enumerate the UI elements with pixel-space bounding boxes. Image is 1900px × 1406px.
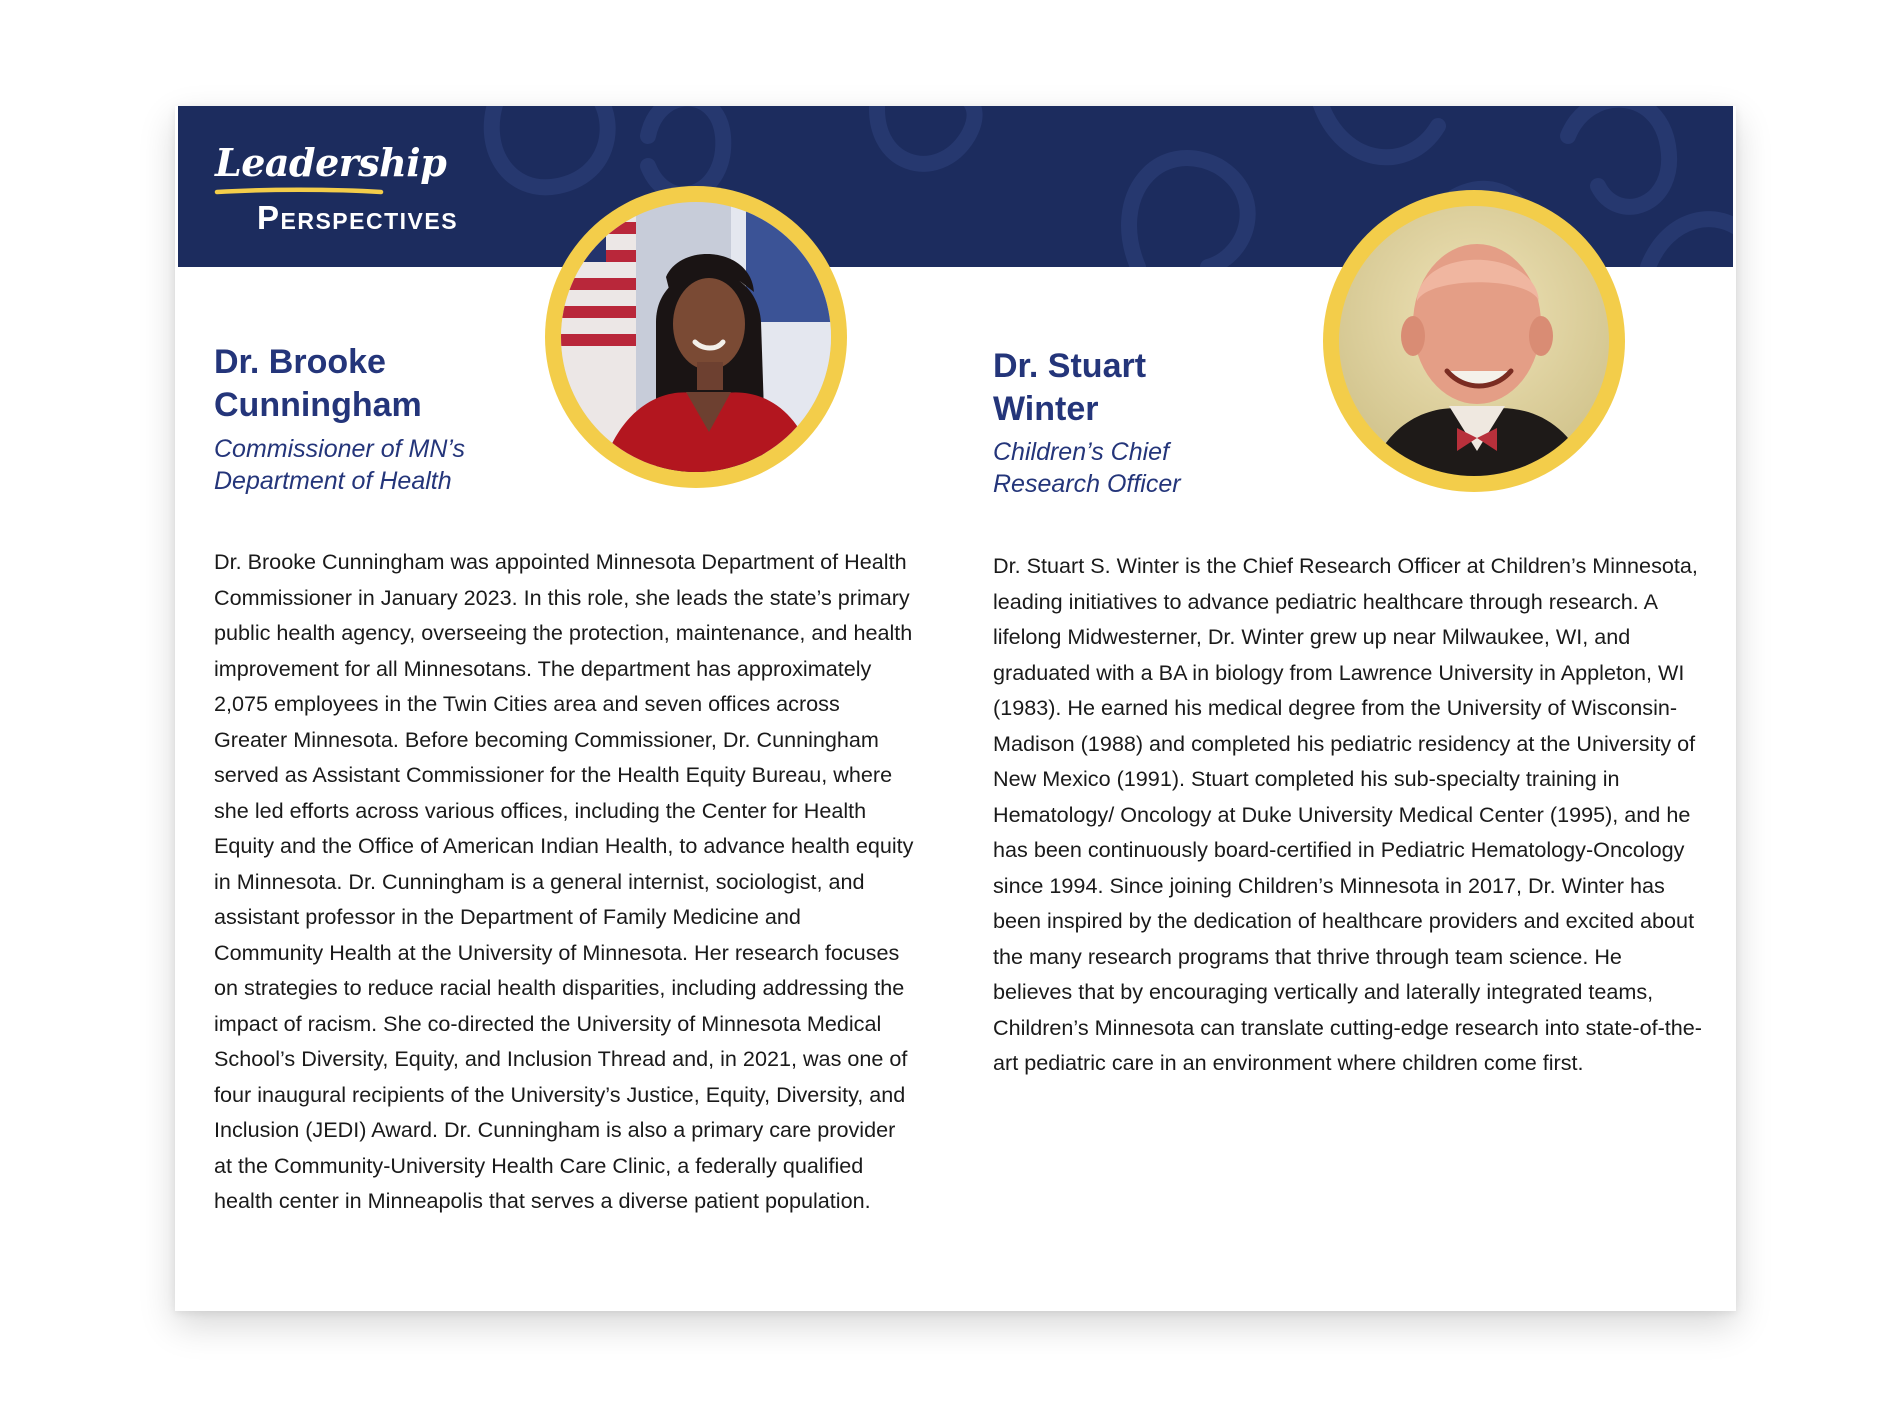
caps-title: Perspectives <box>257 199 459 236</box>
portrait-cunningham <box>545 186 847 488</box>
script-title: Leadership <box>215 140 447 185</box>
leadership-card <box>175 106 1736 1311</box>
profile-name-cunningham: Dr. Brooke Cunningham <box>214 343 422 424</box>
profile-name-winter: Dr. Stuart Winter <box>993 347 1147 428</box>
profile-title-cunningham: Commissioner of MN’s Department of Health <box>214 435 465 495</box>
profile-bio-winter: Dr. Stuart S. Winter is the Chief Research Officer at Children’s Minnesota, leading initiatives to advance pediatric healthcare through research. A lifelong Midwesterner, Dr. Winter grew up near Milwaukee, WI, and graduated with a BA in biology from Lawrence University in Appleton, WI (1983). He earned his medical degree from the University of Wisconsin-Madison (1988) and completed his pediatric residency at the University of New Mexico (1991). Stuart completed his sub-specialty training in Hematology/ Oncology at Duke University Medical Center (1995), and he has been continuously board-certified in Pediatric Hematology-Oncology since 1994. Since joining Children’s Minnesota in 2017, Dr. Winter has been inspired by the dedication of healthcare providers and excited about the many research programs that thrive through team science. He believes that by encouraging vertically and laterally integrated teams, Children’s Minnesota can translate cutting-edge research into state-of-the-art pediatric care in an environment where children come first. <box>993 553 1702 1075</box>
title-underline <box>214 186 384 196</box>
profile-title-winter: Children’s Chief Research Officer <box>993 438 1181 498</box>
photo-winter <box>1339 206 1609 476</box>
profile-bio-cunningham: Dr. Brooke Cunningham was appointed Minnesota Department of Health Commissioner in January 2023. In this role, she leads the state’s primary public health agency, overseeing the protection, maintenance, and health improvement for all Minnesotans. The department has approximately 2,075 employees in the Twin Cities area and seven offices across Greater Minnesota. Before becoming Commissioner, Dr. Cunningham served as Assistant Commissioner for the Health Equity Bureau, where she led efforts across various offices, including the Center for Health Equity and the Office of American Indian Health, to advance health equity in Minnesota. Dr. Cunningham is a general internist, sociologist, and assistant professor in the Department of Family Medicine and Community Health at the University of Minnesota. Her research focuses on strategies to reduce racial health disparities, including addressing the impact of racism. She co-directed the University of Minnesota Medical School’s Diversity, Equity, and Inclusion Thread and, in 2021, was one of four inaugural recipients of the University’s Justice, Equity, Diversity, and Inclusion (JEDI) Award. Dr. Cunningham is also a primary care provider at the Community-University Health Care Clinic, a federally qualified health center in Minneapolis that serves a diverse patient population. <box>214 549 914 1213</box>
photo-cunningham <box>561 202 831 472</box>
portrait-winter <box>1323 190 1625 492</box>
